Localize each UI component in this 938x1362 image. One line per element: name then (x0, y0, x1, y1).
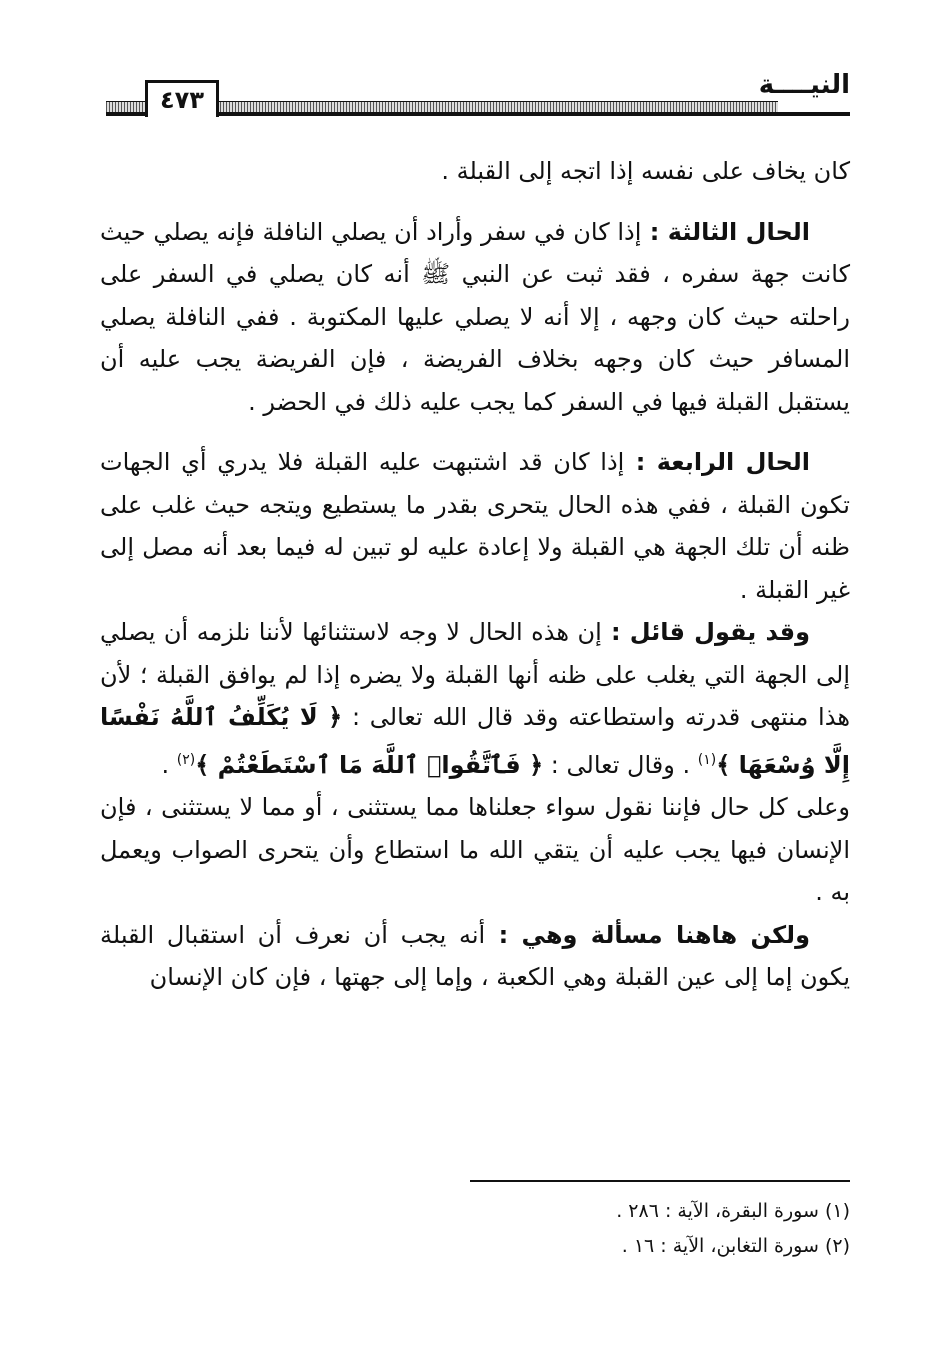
footnote-2: (٢) سورة التغابن، الآية : ١٦ . (621, 1235, 850, 1257)
paragraph-3-text: إذا كان قد اشتبهت عليه القبلة فلا يدري أي الجهات تكون القبلة ، ففي هذه الحال يتحرى بقدر ما يستطيع ويتجه حيث غلب على ظنه أن تلك الجهة هي القبلة ولا إعادة عليه لو تبين له فيما بعد أنه مصل إلى غير القبلة . (100, 448, 850, 604)
paragraph-1-text: كان يخاف على نفسه إذا اتجه إلى القبلة . (441, 157, 850, 185)
footnotes (250, 1194, 850, 1264)
paragraph-4-text-3: . (161, 750, 177, 779)
footnote-separator (470, 1180, 850, 1182)
paragraph-3 (100, 441, 850, 611)
paragraph-3-heading: الحال الرابعة : (624, 448, 810, 476)
footnote-1: (١) سورة البقرة، الآية : ٢٨٦ . (616, 1200, 850, 1222)
footnote-ref-2: (٢) (176, 751, 196, 768)
paragraph-4-text-1: إن هذه الحال لا وجه لاستثنائها لأننا نلزمه أن يصلي إلى الجهة التي يغلب على ظنه أنها القبلة ولا يضره إذا لم يوافق القبلة ؛ لأن هذا منتهى قدرته واستطاعته وقد قال الله تعالى : (100, 618, 850, 731)
page-number: ٤٧٣ (145, 80, 219, 117)
paragraph-2-text: إذا كان في سفر وأراد أن يصلي النافلة فإنه يصلي حيث كانت جهة سفره ، فقد ثبت عن النبي ﷺ أنه كان يصلي في السفر على راحلته حيث كان وجهه ، إلا أنه لا يصلي عليها المكتوبة . ففي النافلة يصلي المسافر حيث كان وجهه بخلاف الفريضة ، فإن الفريضة يجب عليه أن يستقبل القبلة فيها في السفر كما يجب عليه ذلك في الحضر . (100, 217, 850, 416)
paragraph-2 (100, 211, 850, 424)
paragraph-5-text: وعلى كل حال فإننا نقول سواء جعلناها مما يستثنى ، أو مما لا يستثنى ، فإن الإنسان فيها يجب عليه أن يتقي الله ما استطاع وأن يتحرى الصواب ويعمل به . (100, 793, 850, 906)
paragraph-4-text-2: . وقال تعالى : (543, 750, 698, 779)
body-text (100, 150, 850, 999)
quran-verse-2: ﴿ فَٱتَّقُوا۟ ٱللَّهَ مَا ٱسْتَطَعْتُمْ ﴾ (195, 750, 544, 779)
paragraph-6-heading: ولكن هاهنا مسألة وهي : (485, 920, 810, 949)
paragraph-2-heading: الحال الثالثة : (641, 217, 810, 246)
paragraph-5 (100, 786, 850, 914)
paragraph-4 (100, 611, 850, 786)
paragraph-6 (100, 914, 850, 999)
paragraph-6-text: أنه يجب أن نعرف أن استقبال القبلة يكون إما إلى عين القبلة وهي الكعبة ، وإما إلى جهتها ، فإن كان الإنسان (100, 920, 850, 991)
quran-verse-1: ﴿ لَا يُكَلِّفُ ٱللَّهُ نَفْسًا إِلَّا وُسْعَهَا ﴾ (100, 703, 850, 779)
footnote-ref-1: (١) (697, 751, 717, 768)
running-title: النيــــة (758, 70, 850, 100)
paragraph-1 (100, 150, 850, 193)
paragraph-4-heading: وقد يقول قائل : (601, 618, 810, 646)
